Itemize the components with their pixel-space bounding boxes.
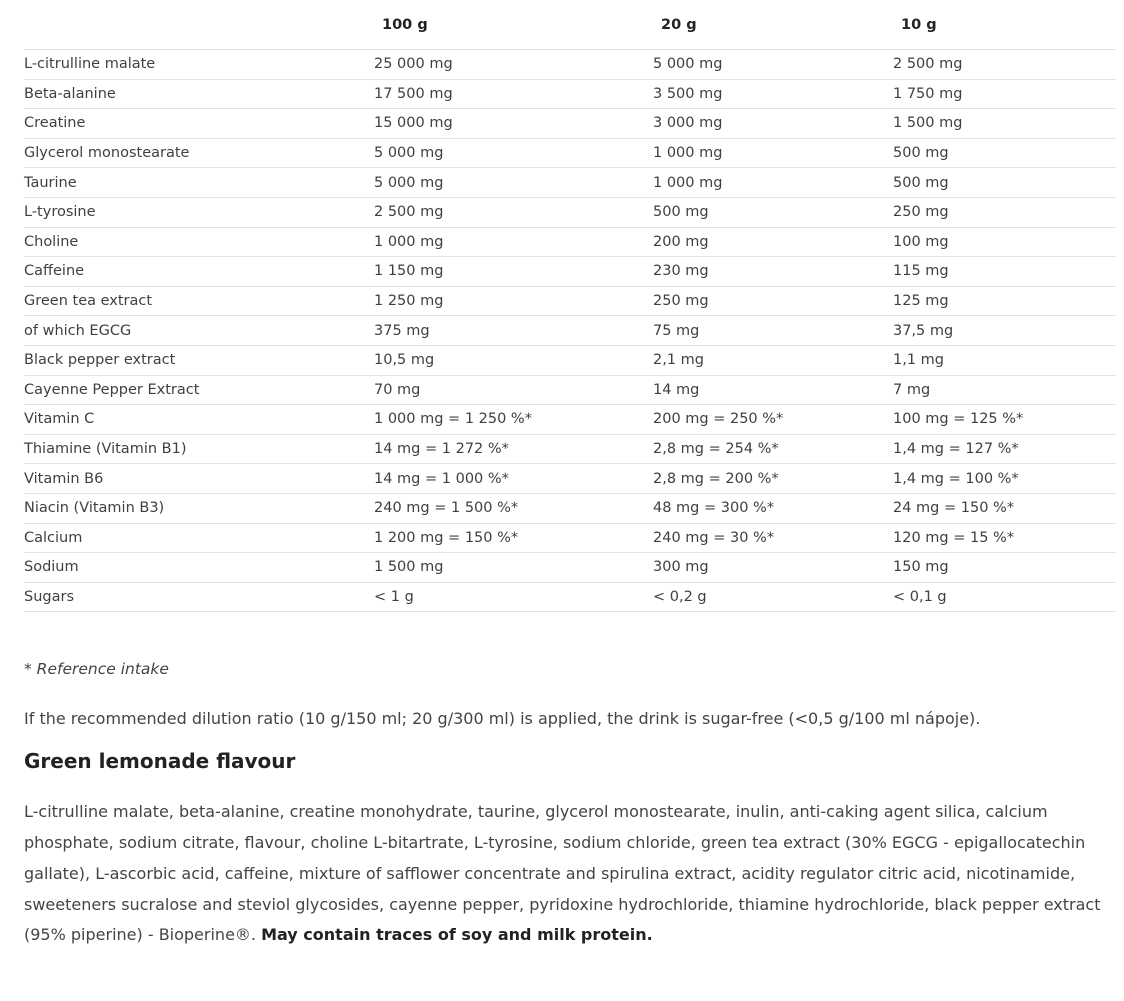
- value-10g: 250 mg: [893, 197, 1116, 227]
- ingredient-name: Black pepper extract: [24, 345, 374, 375]
- table-row: [24, 493, 1116, 523]
- value-100g: 1 000 mg = 1 250 %*: [374, 405, 653, 435]
- ingredient-name: Thiamine (Vitamin B1): [24, 434, 374, 464]
- column-header-10g: 10 g: [893, 0, 1116, 50]
- ingredient-name: L-citrulline malate: [24, 50, 374, 80]
- ingredient-name: Niacin (Vitamin B3): [24, 493, 374, 523]
- table-row: [24, 50, 1116, 80]
- ingredients-text: [24, 797, 1104, 951]
- ingredient-name: Glycerol monostearate: [24, 138, 374, 168]
- value-10g: 500 mg: [893, 138, 1116, 168]
- ingredient-name: Calcium: [24, 523, 374, 553]
- value-100g: 17 500 mg: [374, 79, 653, 109]
- value-100g: 25 000 mg: [374, 50, 653, 80]
- ingredient-name: Caffeine: [24, 257, 374, 287]
- value-20g: 240 mg = 30 %*: [653, 523, 893, 553]
- value-10g: 500 mg: [893, 168, 1116, 198]
- value-100g: 375 mg: [374, 316, 653, 346]
- table-row: [24, 168, 1116, 198]
- value-10g: 2 500 mg: [893, 50, 1116, 80]
- value-10g: 1,1 mg: [893, 345, 1116, 375]
- value-20g: 300 mg: [653, 553, 893, 583]
- value-10g: 1 750 mg: [893, 79, 1116, 109]
- value-100g: 15 000 mg: [374, 109, 653, 139]
- value-100g: 14 mg = 1 000 %*: [374, 464, 653, 494]
- value-20g: 2,1 mg: [653, 345, 893, 375]
- value-20g: 500 mg: [653, 197, 893, 227]
- value-100g: 1 250 mg: [374, 286, 653, 316]
- ingredient-name: Taurine: [24, 168, 374, 198]
- flavour-title: Green lemonade flavour: [24, 749, 296, 774]
- value-10g: 150 mg: [893, 553, 1116, 583]
- value-10g: 7 mg: [893, 375, 1116, 405]
- ingredient-name: Green tea extract: [24, 286, 374, 316]
- value-20g: 14 mg: [653, 375, 893, 405]
- table-row: [24, 434, 1116, 464]
- ingredient-name: Vitamin C: [24, 405, 374, 435]
- ingredient-name: Beta-alanine: [24, 79, 374, 109]
- table-row: [24, 553, 1116, 583]
- nutrition-table-body: [24, 50, 1116, 612]
- value-10g: 120 mg = 15 %*: [893, 523, 1116, 553]
- value-10g: 37,5 mg: [893, 316, 1116, 346]
- value-10g: < 0,1 g: [893, 582, 1116, 612]
- value-10g: 1,4 mg = 100 %*: [893, 464, 1116, 494]
- value-20g: 200 mg: [653, 227, 893, 257]
- table-header-row: [24, 0, 1116, 50]
- table-row: [24, 345, 1116, 375]
- table-row: [24, 316, 1116, 346]
- value-100g: 240 mg = 1 500 %*: [374, 493, 653, 523]
- value-20g: 5 000 mg: [653, 50, 893, 80]
- ingredient-name: Sodium: [24, 553, 374, 583]
- table-row: [24, 464, 1116, 494]
- value-10g: 1 500 mg: [893, 109, 1116, 139]
- value-100g: 5 000 mg: [374, 168, 653, 198]
- ingredient-name: of which EGCG: [24, 316, 374, 346]
- value-100g: 2 500 mg: [374, 197, 653, 227]
- value-20g: 3 000 mg: [653, 109, 893, 139]
- ingredient-name: L-tyrosine: [24, 197, 374, 227]
- value-10g: 1,4 mg = 127 %*: [893, 434, 1116, 464]
- ingredient-name: Vitamin B6: [24, 464, 374, 494]
- value-20g: 2,8 mg = 254 %*: [653, 434, 893, 464]
- table-row: [24, 79, 1116, 109]
- value-100g: 1 150 mg: [374, 257, 653, 287]
- ingredient-name: Choline: [24, 227, 374, 257]
- ingredient-name: Creatine: [24, 109, 374, 139]
- value-10g: 24 mg = 150 %*: [893, 493, 1116, 523]
- nutrition-table: [24, 0, 1116, 612]
- ingredient-name: Cayenne Pepper Extract: [24, 375, 374, 405]
- value-20g: 1 000 mg: [653, 168, 893, 198]
- value-100g: 1 000 mg: [374, 227, 653, 257]
- allergen-warning: May contain traces of soy and milk protein.: [261, 925, 653, 945]
- column-header-20g: 20 g: [653, 0, 893, 50]
- value-20g: 2,8 mg = 200 %*: [653, 464, 893, 494]
- value-10g: 100 mg: [893, 227, 1116, 257]
- column-header-100g: 100 g: [374, 0, 653, 50]
- value-100g: 1 200 mg = 150 %*: [374, 523, 653, 553]
- value-100g: 1 500 mg: [374, 553, 653, 583]
- table-row: [24, 405, 1116, 435]
- table-row: [24, 138, 1116, 168]
- value-10g: 115 mg: [893, 257, 1116, 287]
- dilution-text: If the recommended dilution ratio (10 g/150 ml; 20 g/300 ml) is applied, the drink is sugar-free (<0,5 g/100 ml nápoje).: [24, 709, 981, 729]
- value-10g: 125 mg: [893, 286, 1116, 316]
- value-100g: 70 mg: [374, 375, 653, 405]
- table-row: [24, 286, 1116, 316]
- value-100g: < 1 g: [374, 582, 653, 612]
- ingredients-list: L-citrulline malate, beta-alanine, creatine monohydrate, taurine, glycerol monostearate, inulin, anti-caking agent silica, calcium phosphate, sodium citrate, flavour, choline L-bitartrate, L-tyrosine, sodium chloride, green tea extract (30% EGCG - epigallocatechin gallate), L-ascorbic acid, caffeine, mixture of safflower concentrate and spirulina extract, acidity regulator citric acid, nicotinamide, sweeteners sucralose and steviol glycosides, cayenne pepper, pyridoxine hydrochloride, thiamine hydrochloride, black pepper extract (95% piperine) - Bioperine®.: [24, 802, 1101, 945]
- table-row: [24, 197, 1116, 227]
- value-10g: 100 mg = 125 %*: [893, 405, 1116, 435]
- value-20g: 230 mg: [653, 257, 893, 287]
- table-row: [24, 257, 1116, 287]
- column-header-ingredient: [24, 0, 374, 50]
- table-row: [24, 523, 1116, 553]
- value-20g: 200 mg = 250 %*: [653, 405, 893, 435]
- value-100g: 5 000 mg: [374, 138, 653, 168]
- reference-intake-note: * Reference intake: [24, 660, 169, 679]
- value-100g: 14 mg = 1 272 %*: [374, 434, 653, 464]
- table-row: [24, 227, 1116, 257]
- nutrition-section: [24, 0, 1116, 951]
- table-row: [24, 109, 1116, 139]
- table-row: [24, 375, 1116, 405]
- value-20g: 1 000 mg: [653, 138, 893, 168]
- value-20g: 250 mg: [653, 286, 893, 316]
- ingredient-name: Sugars: [24, 582, 374, 612]
- value-20g: 75 mg: [653, 316, 893, 346]
- value-20g: < 0,2 g: [653, 582, 893, 612]
- value-20g: 3 500 mg: [653, 79, 893, 109]
- table-row: [24, 582, 1116, 612]
- value-100g: 10,5 mg: [374, 345, 653, 375]
- value-20g: 48 mg = 300 %*: [653, 493, 893, 523]
